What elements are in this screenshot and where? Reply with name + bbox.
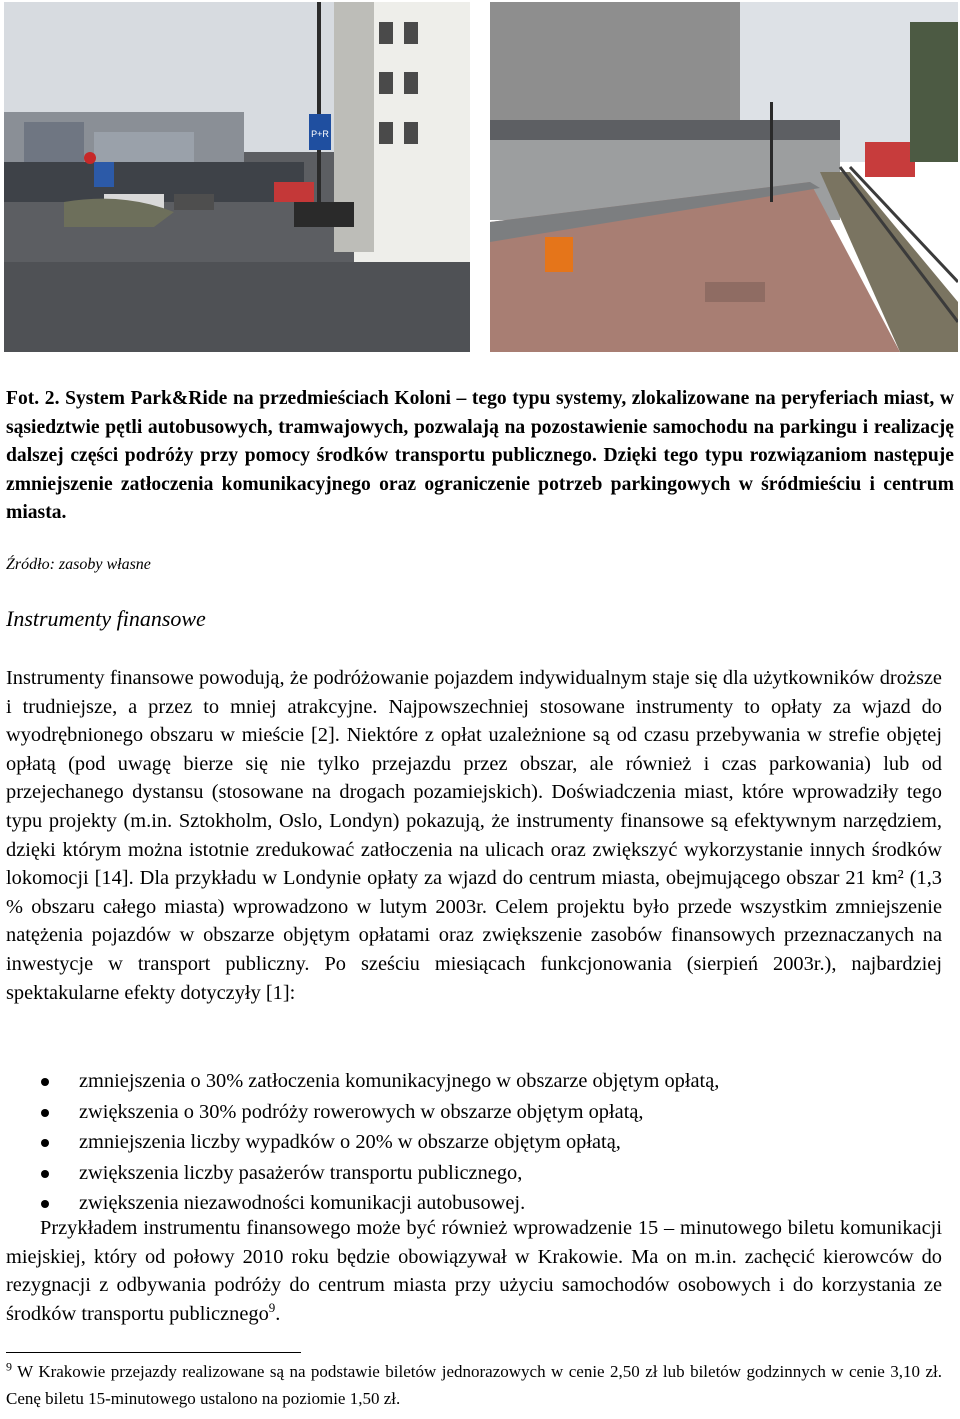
effects-list: [6, 1066, 942, 1219]
caption-text: System Park&Ride na przedmieściach Koloni – tego typu systemy, zlokalizowane na peryferiach miast, w sąsiedztwie pętli autobusowych, tramwajowych, pozwalają na pozostawienie samochodu na parkingu i realizację dalszej części podróży przy pomocy środków transportu publicznego. Dzięki tego typu rozwiązaniom następuje zmniejszenie zatłoczenia komunikacyjnego oraz ograniczenie potrzeb parkingowych w śródmieściu i centrum miasta.: [6, 388, 954, 524]
section-heading: Instrumenty finansowe: [6, 606, 206, 631]
list-item: zwiększenia liczby pasażerów transportu publicznego,: [6, 1158, 942, 1189]
photo-tram-platform: [490, 2, 958, 352]
closing-paragraph-block: [6, 1214, 942, 1328]
caption-label: Fot. 2.: [6, 388, 60, 409]
source-note: Źródło: zasoby własne: [6, 556, 151, 573]
bullet-icon: [41, 1200, 49, 1208]
park-and-ride-sign: P+R: [311, 129, 329, 139]
photo-caption: [6, 385, 954, 528]
footnote-reference[interactable]: 9: [268, 1299, 276, 1315]
photo-park-and-ride-parking: [4, 2, 470, 352]
list-item: zwiększenia niezawodności komunikacji autobusowej.: [6, 1188, 942, 1219]
closing-paragraph: Przykładem instrumentu finansowego może być również wprowadzenie 15 – minutowego biletu komunikacji miejskiej, który od połowy 2010 roku będzie obowiązywał w Krakowie. Ma on m.in. zachęcić kierowców do rezygnacji z odbywania podróży do centrum miasta przy użyciu samochodów osobowych i do korzystania ze środków transportu publicznego$^9$.: [6, 1217, 942, 1325]
footnote-divider: [6, 1352, 301, 1353]
footnote-text: W Krakowie przejazdy realizowane są na podstawie biletów jednorazowych w cenie 2,50 zł lub biletów godzinnych w cenie 3,10 zł. Cenę biletu 15-minutowego ustalono na poziomie 1,50 zł.: [6, 1362, 942, 1408]
photo-pair: [0, 0, 960, 355]
list-item: zmniejszenia o 30% zatłoczenia komunikacyjnego w obszarze objętym opłatą,: [6, 1066, 942, 1097]
bullet-icon: [41, 1170, 49, 1178]
footnote-marker: 9: [6, 1359, 12, 1374]
footnote: [6, 1358, 942, 1412]
bullet-icon: [41, 1078, 49, 1086]
bullet-icon: [41, 1139, 49, 1147]
body-paragraph-block: [6, 664, 942, 1007]
bullet-icon: [41, 1109, 49, 1117]
body-paragraph: Instrumenty finansowe powodują, że podróżowanie pojazdem indywidualnym staje się dla użytkowników droższe i trudniejsze, a przez to mniej atrakcyjne. Najpowszechniej stosowane instrumenty to opłaty za wjazd do wyodrębnionego obszaru w mieście [2]. Niektóre z opłat uzależnione są od czasu przebywania w strefie objętej opłatą (pod uwagę bierze się nie tylko przejazdu przez obszar, ale również i czas parkowania) lub od przejechanego dystansu (stosowane na drogach pozamiejskich). Doświadczenia miast, które wprowadziły tego typu projekty (m.in. Sztokholm, Oslo, Londyn) pokazują, że instrumenty finansowe są efektywnym narzędziem, dzięki którym można istotnie zredukować zatłoczenia na ulicach oraz zwiększyć wykorzystanie innych środków lokomocji [14]. Dla przykładu w Londynie opłaty za wjazd do centrum miasta, obejmującego obszar 21 km² (1,3 % obszaru całego miasta) wprowadzono w lutym 2003r. Celem projektu było przede wszystkim zmniejszenie natężenia pojazdów w obszarze objętym opłatami oraz zwiększenie zasobów finansowych przeznaczanych na inwestycje w transport publiczny. Po sześciu miesiącach funkcjonowania (sierpień 2003r.), najbardziej spektakularne efekty dotyczyły [1]:: [6, 667, 942, 1004]
list-item: zmniejszenia liczby wypadków o 20% w obszarze objętym opłatą,: [6, 1127, 942, 1158]
list-item: zwiększenia o 30% podróży rowerowych w obszarze objętym opłatą,: [6, 1097, 942, 1128]
